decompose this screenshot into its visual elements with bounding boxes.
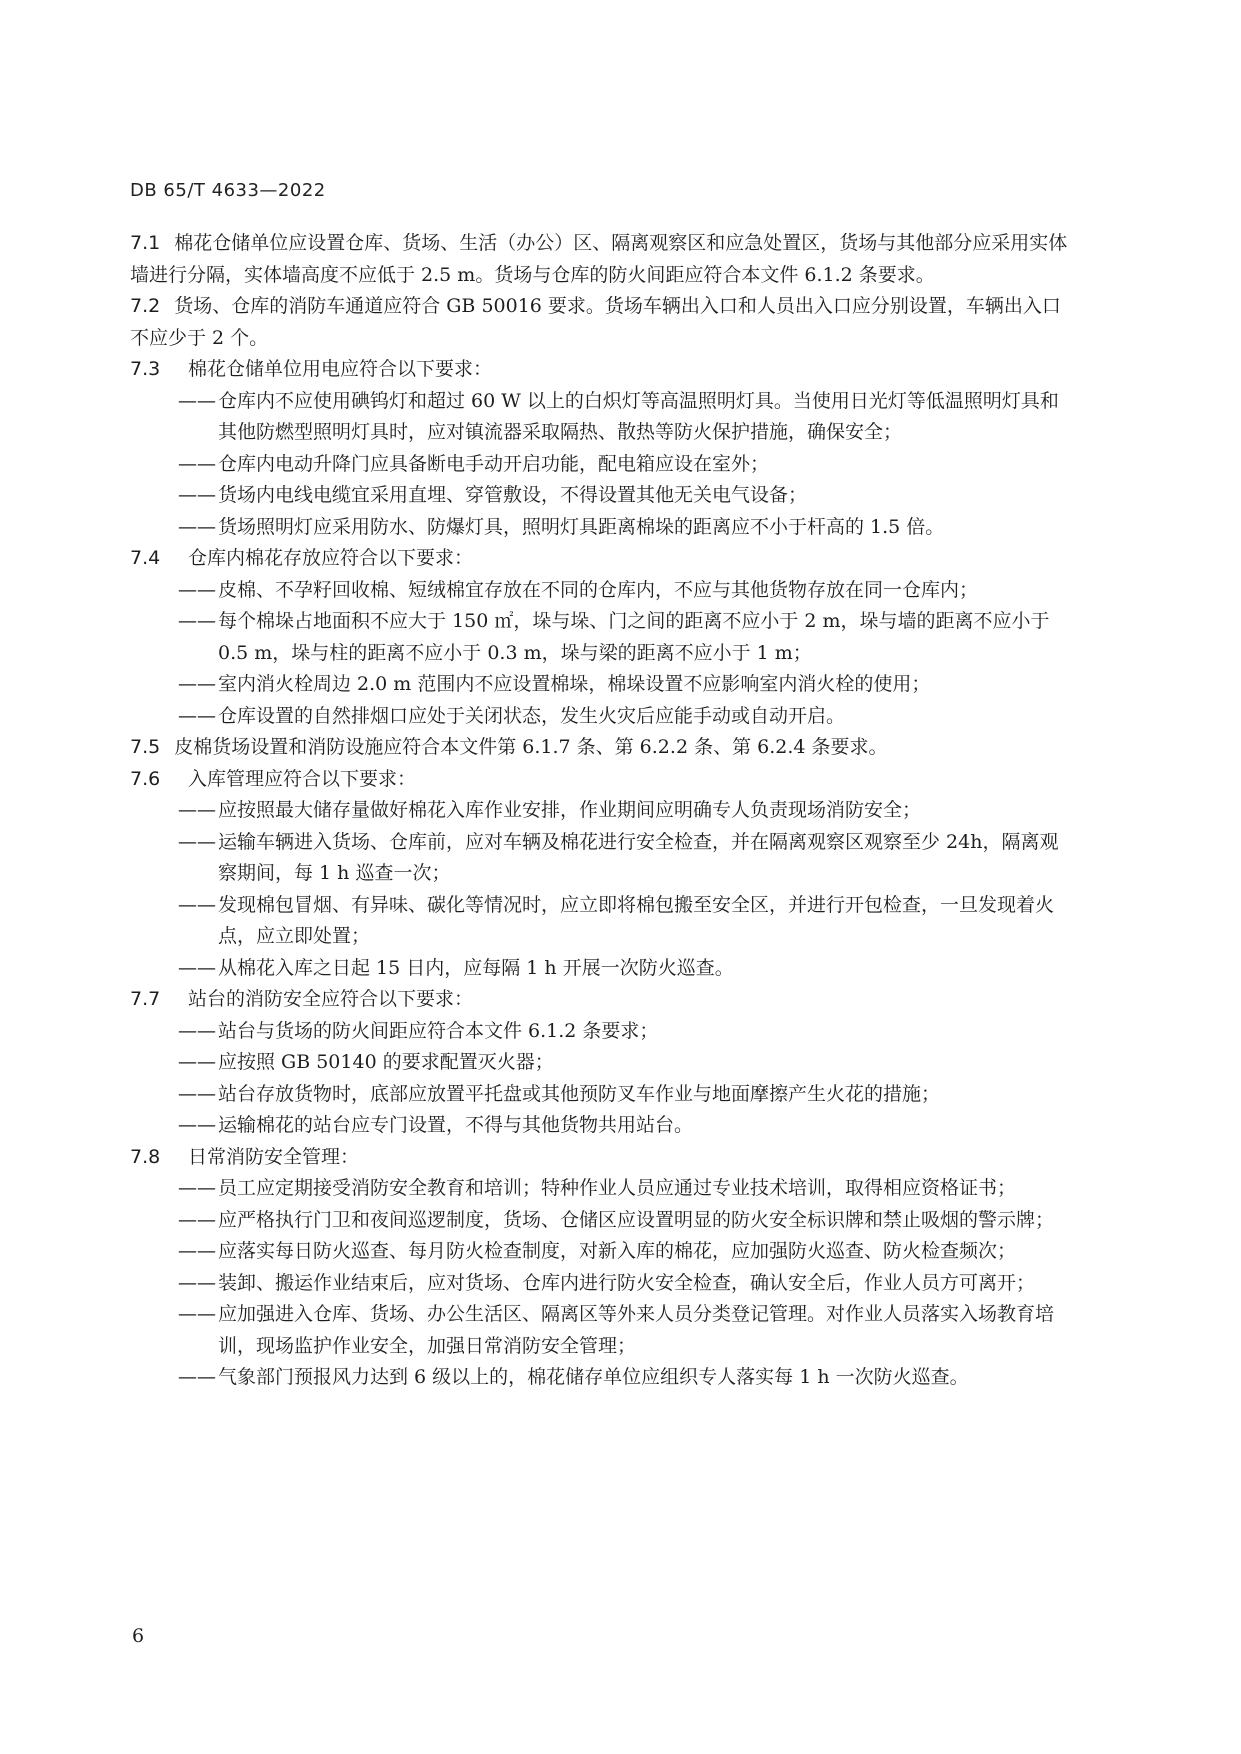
list-dash: —— — [178, 389, 216, 412]
list-item — [130, 1110, 1070, 1142]
list-item — [130, 1079, 1070, 1111]
clause-7-7 — [130, 984, 1070, 1016]
list-item — [130, 575, 1070, 607]
list-dash: —— — [178, 1019, 216, 1042]
clause-text: 货场、仓库的消防车通道应符合 GB 50016 要求。货场车辆出入口和人员出入口应分别设置，车辆出入口不应少于 2 个。 — [130, 295, 1061, 349]
clause-7-3 — [130, 354, 1070, 386]
list-item-text: 应按照最大储存量做好棉花入库作业安排，作业期间应明确专人负责现场消防安全； — [218, 799, 922, 821]
list-dash: —— — [178, 1082, 216, 1105]
list-item — [130, 1236, 1070, 1268]
list-item-text: 仓库设置的自然排烟口应处于关闭状态，发生火灾后应能手动或自动开启。 — [218, 704, 846, 727]
clause-text: 入库管理应符合以下要求： — [188, 767, 417, 790]
list-item-text: 应落实每日防火巡查、每月防火检查制度，对新入库的棉花，应加强防火巡查、防火检查频次； — [218, 1240, 1017, 1262]
clause-number: 7.6 — [130, 767, 161, 790]
list-item-text: 站台与货场的防火间距应符合本文件 6.1.2 条要求； — [218, 1019, 659, 1042]
list-dash: —— — [178, 1114, 216, 1136]
list-item — [130, 1362, 1070, 1394]
list-item-text: 装卸、搬运作业结束后，应对货场、仓库内进行防火安全检查，确认安全后，作业人员方可离开； — [218, 1271, 1036, 1294]
list-item-text: 室内消火栓周边 2.0 m 范围内不应设置棉垛，棉垛设置不应影响室内消火栓的使用； — [218, 673, 931, 695]
clause-7-4 — [130, 543, 1070, 575]
list-item — [130, 606, 1070, 669]
list-item-text: 员工应定期接受消防安全教育和培训；特种作业人员应通过专业技术培训，取得相应资格证书； — [218, 1177, 1017, 1199]
list-item — [130, 890, 1070, 953]
list-dash: —— — [178, 956, 216, 979]
list-item — [130, 1047, 1070, 1079]
list-item-text: 货场照明灯应采用防水、防爆灯具，照明灯具距离棉垛的距离应不小于杆高的 1.5 倍。 — [218, 515, 945, 538]
list-dash: —— — [178, 673, 216, 695]
list-item-text: 皮棉、不孕籽回收棉、短绒棉宜存放在不同的仓库内，不应与其他货物存放在同一仓库内； — [218, 578, 979, 601]
list-item — [130, 1268, 1070, 1300]
list-dash: —— — [178, 1240, 216, 1262]
list-dash: —— — [178, 610, 216, 632]
list-item — [130, 701, 1070, 733]
page-number: 6 — [132, 1625, 145, 1647]
list-dash: —— — [178, 515, 216, 538]
clause-7-8 — [130, 1142, 1070, 1174]
list-item — [130, 1205, 1070, 1237]
clause-text: 棉花仓储单位用电应符合以下要求： — [188, 358, 493, 380]
clause-7-2 — [130, 291, 1070, 354]
list-item-text: 每个棉垛占地面积不应大于 150 ㎡，垛与垛、门之间的距离不应小于 2 m，垛与墙的距离不应小于 0.5 m，垛与柱的距离不应小于 0.3 m，垛与梁的距离不应小于 1 m； — [218, 610, 1050, 664]
list-dash: —— — [178, 578, 216, 601]
list-item-text: 运输车辆进入货场、仓库前，应对车辆及棉花进行安全检查，并在隔离观察区观察至少 24h，隔离观察期间，每 1 h 巡查一次； — [218, 830, 1059, 884]
clause-text: 日常消防安全管理： — [188, 1145, 360, 1168]
list-item — [130, 480, 1070, 512]
list-dash: —— — [178, 704, 216, 727]
list-item — [130, 795, 1070, 827]
list-dash: —— — [178, 830, 216, 853]
list-dash: —— — [178, 1177, 216, 1199]
list-item-text: 运输棉花的站台应专门设置，不得与其他货物共用站台。 — [218, 1114, 694, 1136]
list-item-text: 应加强进入仓库、货场、办公生活区、隔离区等外来人员分类登记管理。对作业人员落实入场教育培训，现场监护作业安全，加强日常消防安全管理； — [218, 1303, 1055, 1357]
clause-text: 仓库内棉花存放应符合以下要求： — [188, 547, 474, 569]
list-item-text: 仓库内电动升降门应具备断电手动开启功能，配电箱应设在室外； — [218, 452, 770, 475]
list-item — [130, 512, 1070, 544]
clause-number: 7.3 — [130, 358, 161, 380]
list-item-text: 从棉花入库之日起 15 日内，应每隔 1 h 开展一次防火巡查。 — [218, 956, 734, 979]
list-item-text: 应严格执行门卫和夜间巡逻制度，货场、仓储区应设置明显的防火安全标识牌和禁止吸烟的警示牌； — [218, 1208, 1055, 1231]
list-dash: —— — [178, 1303, 216, 1325]
clause-7-1 — [130, 228, 1070, 291]
list-item-text: 应按照 GB 50140 的要求配置灭火器； — [218, 1051, 554, 1073]
list-item-text: 气象部门预报风力达到 6 级以上的，棉花储存单位应组织专人落实每 1 h 一次防火巡查。 — [218, 1366, 969, 1388]
list-dash: —— — [178, 893, 216, 916]
list-dash: —— — [178, 1208, 216, 1231]
list-dash: —— — [178, 1051, 216, 1073]
clause-number: 7.2 — [130, 295, 161, 317]
clause-number: 7.4 — [130, 547, 161, 569]
list-item — [130, 669, 1070, 701]
list-item — [130, 827, 1070, 890]
clause-7-6 — [130, 764, 1070, 796]
list-item — [130, 953, 1070, 985]
list-item — [130, 386, 1070, 449]
document-code-header: DB 65/T 4633—2022 — [130, 180, 326, 201]
clause-text: 站台的消防安全应符合以下要求： — [188, 988, 474, 1010]
list-item — [130, 449, 1070, 481]
clause-text: 皮棉货场设置和消防设施应符合本文件第 6.1.7 条、第 6.2.2 条、第 6.2.4 条要求。 — [174, 736, 888, 758]
document-body — [130, 228, 1070, 1394]
clause-number: 7.1 — [130, 232, 161, 254]
clause-number: 7.8 — [130, 1145, 161, 1168]
list-item — [130, 1299, 1070, 1362]
list-item-text: 发现棉包冒烟、有异味、碳化等情况时，应立即将棉包搬至安全区，并进行开包检查，一旦发现着火点，应立即处置； — [218, 893, 1055, 947]
clause-number: 7.5 — [130, 736, 161, 758]
list-item-text: 站台存放货物时，底部应放置平托盘或其他预防叉车作业与地面摩擦产生火花的措施； — [218, 1082, 941, 1105]
list-item — [130, 1016, 1070, 1048]
list-dash: —— — [178, 799, 216, 821]
clause-number: 7.7 — [130, 988, 161, 1010]
list-dash: —— — [178, 452, 216, 475]
list-item-text: 货场内电线电缆宜采用直埋、穿管敷设，不得设置其他无关电气设备； — [218, 484, 808, 506]
clause-7-5 — [130, 732, 1070, 764]
clause-text: 棉花仓储单位应设置仓库、货场、生活（办公）区、隔离观察区和应急处置区，货场与其他部分应采用实体墙进行分隔，实体墙高度不应低于 2.5 m。货场与仓库的防火间距应符合本文件 6.1.2 条要求。 — [130, 232, 1068, 286]
list-item — [130, 1173, 1070, 1205]
list-dash: —— — [178, 1271, 216, 1294]
list-dash: —— — [178, 484, 216, 506]
list-dash: —— — [178, 1366, 216, 1388]
list-item-text: 仓库内不应使用碘钨灯和超过 60 W 以上的白炽灯等高温照明灯具。当使用日光灯等低温照明灯具和其他防燃型照明灯具时，应对镇流器采取隔热、散热等防火保护措施，确保安全； — [218, 389, 1059, 443]
